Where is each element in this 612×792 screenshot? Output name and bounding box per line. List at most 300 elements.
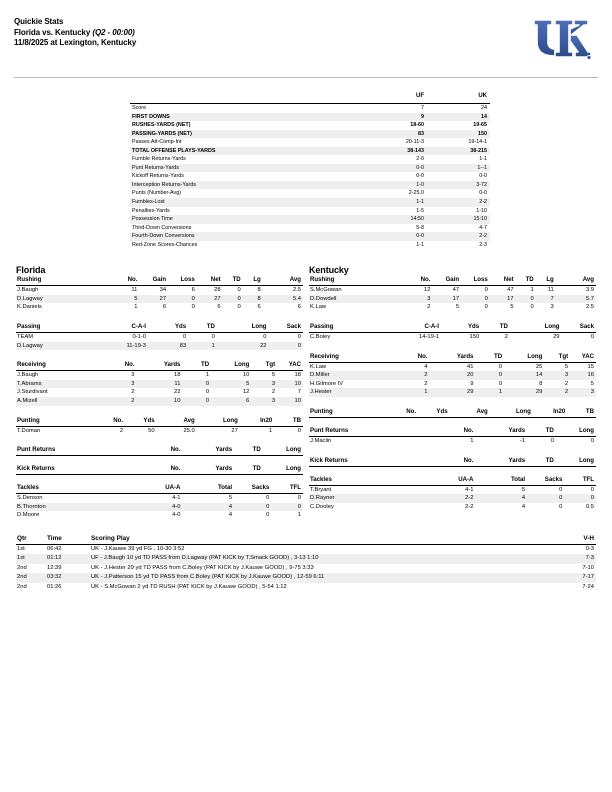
stat-value: 0 <box>564 494 596 503</box>
column-header: C-A-I <box>91 323 148 333</box>
column-header: YAC <box>570 353 596 363</box>
team-stat-uk-value: 2-2 <box>427 198 490 207</box>
scoring-play-description: UF - J.Baugh 10 yd TD PASS from D.Lagway (PAT KICK by T.Smack GOOD) , 3-13 1:10 <box>90 554 552 563</box>
scoring-play-description: UK - J.Kauwe 39 yd FG , 10-30 3:52 <box>91 546 185 553</box>
stat-value: 3 <box>102 380 136 389</box>
column-header: Net <box>490 276 516 286</box>
player-stat-row <box>309 333 596 342</box>
stat-value: 27 <box>231 427 238 434</box>
scoring-running-score: 7-17 <box>552 573 596 582</box>
scoring-time: 01:12 <box>46 554 90 563</box>
stat-value: 0-1-0 <box>132 334 146 341</box>
stat-value: 10 <box>277 380 303 389</box>
team-stat-uf-value: 5-8 <box>416 224 424 231</box>
column-header: UA-A <box>119 484 182 494</box>
stat-value: 0 <box>263 334 267 341</box>
section-title: Punting <box>16 417 91 427</box>
section-gap <box>16 475 303 484</box>
col-time: Time <box>46 534 90 545</box>
kick-returns-table <box>309 457 596 467</box>
team-stat-label: Interception Returns-Yards <box>130 181 364 190</box>
team-stat-uk-value: 0-0 <box>479 173 487 180</box>
column-header: Loss <box>461 276 490 286</box>
player-stat-row <box>16 303 303 312</box>
team-stat-uf-value: 83 <box>364 130 427 139</box>
stat-value: 16 <box>570 371 596 380</box>
column-header: Tgt <box>251 361 277 371</box>
stat-value: 11-19-3 <box>91 342 148 351</box>
stat-value: 25.0 <box>183 427 195 434</box>
section-gap <box>16 350 303 361</box>
team-stats-row <box>130 232 490 241</box>
column-header: Tgt <box>544 353 570 363</box>
team-stat-uk-value: 1-10 <box>476 207 487 214</box>
player-name: K.Daniels <box>17 304 42 311</box>
team-stat-label: Possession Time <box>130 215 364 224</box>
scoring-quarter: 2nd <box>17 564 27 571</box>
team-stat-label: PASSING-YARDS (NET) <box>130 130 364 139</box>
section-title: Punt Returns <box>16 446 137 456</box>
stat-value: 0 <box>461 295 490 304</box>
player-stats-columns <box>14 265 598 520</box>
section-title: Kick Returns <box>309 457 430 467</box>
team-stat-label: Fourth-Down Conversions <box>130 232 364 241</box>
passing-table <box>16 323 303 350</box>
kick-returns-header-row <box>16 465 303 475</box>
stat-value: 5.7 <box>556 295 596 304</box>
column-header: No. <box>114 276 140 286</box>
team-stat-label: RUSHES-YARDS (NET) <box>132 122 191 129</box>
team-stat-uf-value: 0-0 <box>416 173 424 180</box>
team-stat-uf-value: 1-1 <box>416 241 424 248</box>
stat-value: 10 <box>242 372 250 379</box>
column-header: Yds <box>125 417 157 427</box>
player-name: T.Abrams <box>16 380 102 389</box>
scoring-running-score: 7-24 <box>582 583 594 590</box>
column-header: No. <box>430 457 476 467</box>
team-stat-uk-value: 1--1 <box>427 164 490 173</box>
kick-returns-table <box>16 465 303 475</box>
team-stats-row <box>130 113 490 122</box>
section-gap <box>16 312 303 323</box>
stat-value: 0 <box>475 371 504 380</box>
header-text-block <box>14 17 136 49</box>
column-header: Yds <box>441 323 481 333</box>
player-name: B.Thornton <box>16 503 119 512</box>
player-stat-row <box>309 437 596 446</box>
team-stat-label: Kickoff Returns-Yards <box>132 173 184 180</box>
punting-header-row <box>309 408 596 418</box>
team-stats-table <box>130 92 490 249</box>
kick-returns-header-row <box>309 457 596 467</box>
player-name: K.Law <box>310 363 327 370</box>
player-name: D.Dowdell <box>309 295 407 304</box>
player-stat-row <box>16 494 303 503</box>
column-header: Yds <box>148 323 188 333</box>
team-stat-label: Red-Zone Scores-Chances <box>132 241 198 248</box>
stat-value: 6 <box>257 304 261 311</box>
column-header: Avg <box>263 276 303 286</box>
kentucky-team-name: Kentucky <box>309 265 349 276</box>
column-header: No. <box>137 446 183 456</box>
stat-value: 10 <box>137 397 183 406</box>
section-title: Tackles <box>309 476 412 486</box>
stat-value: 5 <box>510 304 514 311</box>
player-stat-row <box>309 485 596 494</box>
team-stat-label: Punt Returns-Yards <box>130 164 364 173</box>
column-header: TD <box>223 276 243 286</box>
player-stat-row <box>309 380 596 389</box>
column-header: No. <box>91 417 125 427</box>
stat-value: 8 <box>539 380 543 387</box>
stat-value: 3 <box>251 380 277 389</box>
player-name: K.Law <box>310 304 327 311</box>
team-stat-uk-value: 1-1 <box>479 156 487 163</box>
stat-value: -1 <box>519 438 526 445</box>
stat-value: 0 <box>211 334 215 341</box>
column-header: Long <box>504 353 544 363</box>
stat-value: 5 <box>114 295 140 304</box>
scoring-running-score: 0-3 <box>585 546 594 553</box>
team-stat-uf-value: 2-0 <box>416 156 424 163</box>
scoring-time: 01:26 <box>47 583 62 590</box>
tackles-header-row <box>16 484 303 494</box>
team-stats-row <box>130 155 490 164</box>
scoring-summary <box>16 534 596 592</box>
scoring-play-row <box>16 573 596 582</box>
stat-value: 0 <box>182 334 187 341</box>
stat-value: 18 <box>173 372 181 379</box>
column-header: UA-A <box>412 476 475 486</box>
team-stats-row <box>130 121 490 130</box>
stat-value: 27 <box>197 295 223 304</box>
stat-value: 1 <box>134 304 138 311</box>
stat-value: 2 <box>102 397 136 406</box>
stat-value: 22 <box>173 389 181 396</box>
team-stats-col-uf: UF <box>416 93 424 99</box>
matchup-period: (Q2 - 00:00) <box>92 27 135 37</box>
scoring-running-score: 7-10 <box>582 564 594 571</box>
column-header: Long <box>217 323 269 333</box>
punt-returns-table <box>309 427 596 446</box>
section-title: Receiving <box>309 353 395 363</box>
stat-value: 0 <box>237 287 241 294</box>
stat-value: 50 <box>148 427 155 434</box>
column-header: TD <box>516 276 536 286</box>
stat-value: 11 <box>547 287 554 294</box>
player-stat-row <box>16 342 303 351</box>
column-header: TB <box>567 408 596 418</box>
stat-value: 9 <box>470 380 474 387</box>
section-title: Punting <box>309 408 384 418</box>
section-title: Passing <box>309 323 384 333</box>
column-header: TD <box>188 323 217 333</box>
stat-value: 11 <box>137 380 183 389</box>
player-name: S.McGowan <box>310 287 342 294</box>
section-title: Kick Returns <box>16 465 137 475</box>
team-stat-uf-value: 1-1 <box>364 198 427 207</box>
team-stat-uf-value: 7 <box>421 105 424 111</box>
team-stat-uf-value: 1-5 <box>416 207 424 214</box>
stat-value: 34 <box>159 287 167 294</box>
punt-returns-header-row <box>16 446 303 456</box>
column-header: YAC <box>277 361 303 371</box>
stat-value: 1 <box>530 287 534 294</box>
scoring-quarter: 1st <box>16 554 46 563</box>
column-header: Avg <box>157 417 197 427</box>
date-location: 11/8/2025 at Lexington, Kentucky <box>14 38 137 47</box>
column-header: Long <box>490 408 533 418</box>
stat-value: 0 <box>223 295 243 304</box>
team-stat-label: Fumble Returns-Yards <box>132 156 186 163</box>
player-stat-row <box>16 380 303 389</box>
team-stat-uk-value: 38-215 <box>427 147 490 156</box>
team-stats-row <box>130 164 490 173</box>
stat-value: 4-0 <box>119 503 182 512</box>
team-stat-uf-value: 18-60 <box>410 122 424 129</box>
scoring-time: 12:39 <box>47 564 62 571</box>
stat-value: 17 <box>490 295 516 304</box>
team-stat-uk-value: 2-2 <box>427 232 490 241</box>
stat-value: 0 <box>530 304 534 311</box>
team-stat-uf-value: 38-143 <box>364 147 427 156</box>
stat-value: 2-2 <box>465 503 474 510</box>
column-header: No. <box>407 276 433 286</box>
stat-value: 14 <box>504 371 544 380</box>
section-gap <box>16 456 303 465</box>
stat-value: 0 <box>266 512 270 519</box>
passing-table <box>309 323 596 342</box>
stat-value: 29 <box>504 388 544 397</box>
column-header: Avg <box>556 276 596 286</box>
team-stats-row <box>130 189 490 198</box>
player-name: C.Dooley <box>310 503 334 510</box>
player-stat-row <box>16 295 303 304</box>
stat-value: 10 <box>277 397 303 406</box>
team-stat-uk-value: 15:10 <box>427 215 490 224</box>
scoring-quarter: 1st <box>17 546 25 553</box>
team-stat-label: TOTAL OFFENSE PLAYS-YARDS <box>130 147 364 156</box>
player-stat-row <box>16 388 303 397</box>
column-header: Long <box>556 457 596 467</box>
stat-value: 14-19-1 <box>419 334 439 341</box>
stat-value: 15 <box>587 363 594 370</box>
column-header: No. <box>102 361 136 371</box>
scoring-play-row <box>16 583 596 592</box>
player-stat-row <box>309 303 596 312</box>
team-stat-uf-value: 9 <box>364 113 427 122</box>
section-gap <box>309 397 596 408</box>
section-gap <box>309 467 596 476</box>
tackles-header-row <box>309 476 596 486</box>
stat-value: 5 <box>564 363 569 370</box>
team-stats-col-uk: UK <box>478 93 487 99</box>
receiving-table <box>16 361 303 405</box>
stat-value: 5.4 <box>263 295 303 304</box>
matchup-line <box>14 28 136 39</box>
stat-value: 5 <box>521 486 526 493</box>
scoring-header-row <box>16 534 596 545</box>
column-header: Long <box>263 446 303 456</box>
stat-value: 0 <box>168 295 197 304</box>
stat-value: 12 <box>242 389 250 396</box>
stat-value: 2 <box>427 304 431 311</box>
uk-logo-icon <box>530 15 592 63</box>
stat-value: 2 <box>544 388 570 397</box>
column-header: In20 <box>240 417 274 427</box>
receiving-header-row <box>16 361 303 371</box>
stat-value: 0.5 <box>585 503 594 510</box>
team-stat-uk-value: 14 <box>427 113 490 122</box>
punt-returns-header-row <box>309 427 596 437</box>
stat-value: 0 <box>269 342 303 351</box>
stat-value: 0 <box>234 503 271 512</box>
column-header: Yards <box>182 446 234 456</box>
stat-value: 1 <box>297 512 301 519</box>
stat-value: 6 <box>297 304 301 311</box>
stat-value: 3.9 <box>585 287 594 294</box>
column-header: Sacks <box>234 484 271 494</box>
player-stat-row <box>16 371 303 380</box>
stat-value: 4 <box>475 494 527 503</box>
stat-value: 0 <box>559 503 563 510</box>
stat-value: 0 <box>498 380 503 387</box>
team-stat-uk-value: 2-3 <box>479 241 487 248</box>
column-header: No. <box>384 408 418 418</box>
stat-value: 8 <box>257 287 261 294</box>
team-stat-uk-value: 0-0 <box>479 190 487 197</box>
column-header: Long <box>197 417 240 427</box>
team-stat-label: Score <box>132 105 147 111</box>
stat-value: 11 <box>131 287 138 294</box>
team-stat-uk-value: 3-72 <box>427 181 490 190</box>
team-stat-label: Fumbles-Lost <box>130 198 364 207</box>
team-stat-label: Penalties-Yards <box>132 207 170 214</box>
column-header: Long <box>556 427 596 437</box>
scoring-quarter: 2nd <box>16 573 46 582</box>
stat-value: 4-1 <box>172 495 181 502</box>
stat-value: 4-0 <box>172 512 181 519</box>
scoring-play-row <box>16 554 596 563</box>
receiving-header-row <box>309 353 596 363</box>
stat-value: 7 <box>297 389 301 396</box>
column-header: No. <box>137 465 183 475</box>
col-qtr: Qtr <box>16 534 46 545</box>
player-name: T.Bryant <box>310 486 332 493</box>
stat-value: 0 <box>297 495 301 502</box>
column-header: TFL <box>564 476 596 486</box>
stat-value: 2.5 <box>585 304 594 311</box>
player-name: D.Miller <box>309 371 395 380</box>
page-header <box>14 17 598 63</box>
page-title: Quickie Stats <box>14 17 64 26</box>
stat-value: 22 <box>217 342 269 351</box>
team-stats-row <box>130 172 490 181</box>
player-name: J.Baugh <box>17 287 39 294</box>
stat-value: 0 <box>484 287 488 294</box>
stat-value: 12 <box>423 287 431 294</box>
stat-value: 1 <box>188 342 217 351</box>
stat-value: 0 <box>297 427 301 434</box>
column-header: Gain <box>432 276 461 286</box>
column-header: Yards <box>475 427 527 437</box>
stat-value: 27 <box>139 295 168 304</box>
player-stat-row <box>309 286 596 295</box>
column-header: Sacks <box>527 476 564 486</box>
punting-table <box>309 408 596 418</box>
column-header: Lg <box>536 276 556 286</box>
stat-value: 41 <box>466 363 474 370</box>
player-name: D.Rayner <box>309 494 412 503</box>
stat-value: 3 <box>251 397 277 406</box>
column-header: Loss <box>168 276 197 286</box>
team-stat-uk-value: 24 <box>481 105 487 111</box>
team-stat-uk-value: 4-7 <box>479 224 487 231</box>
player-stat-row <box>16 333 303 342</box>
player-stat-row <box>16 511 303 520</box>
stat-value: 1 <box>395 388 429 397</box>
scoring-quarter: 2nd <box>17 583 27 590</box>
team-stat-uf-value: 0-0 <box>364 164 427 173</box>
player-name: J.Sturdivant <box>17 389 48 396</box>
column-header: Long <box>211 361 251 371</box>
stat-value: 0 <box>590 486 594 493</box>
stat-value: 18 <box>294 372 301 379</box>
kentucky-column <box>309 265 596 520</box>
team-stat-uk-value: 19-14-1 <box>468 139 487 146</box>
team-stat-uf-value: 0-0 <box>364 232 427 241</box>
stat-value: 83 <box>148 342 188 351</box>
column-header: Net <box>197 276 223 286</box>
scoring-time: 03:32 <box>46 573 90 582</box>
team-stat-label: Passes Att-Comp-Int <box>132 139 182 146</box>
stat-value: 0 <box>271 503 303 512</box>
team-stat-uk-value: 150 <box>427 130 490 139</box>
player-name: A.Mizell <box>16 397 102 406</box>
section-gap <box>309 446 596 457</box>
stat-value: 0 <box>516 295 536 304</box>
column-header: Yds <box>418 408 450 418</box>
team-stat-uf-value: 14:50 <box>364 215 427 224</box>
stat-value: 0 <box>205 389 210 396</box>
stat-value: 3 <box>544 371 570 380</box>
stat-value: 17 <box>432 295 461 304</box>
stat-value: 0 <box>266 495 270 502</box>
column-header: Long <box>263 465 303 475</box>
column-header: TFL <box>271 484 303 494</box>
stat-value: 3 <box>570 388 596 397</box>
column-header: Sack <box>269 323 303 333</box>
stat-value: 7 <box>536 295 556 304</box>
punt-returns-table <box>16 446 303 456</box>
stat-value: 2 <box>271 389 276 396</box>
stat-value: 25 <box>535 363 543 370</box>
column-header: TB <box>274 417 303 427</box>
stat-value: 4 <box>182 503 234 512</box>
column-header: Total <box>182 484 234 494</box>
player-name: D.Lagway <box>16 342 91 351</box>
player-stat-row <box>309 295 596 304</box>
col-visitor-home: V-H <box>552 534 596 545</box>
column-header: No. <box>430 427 476 437</box>
stat-value: 5 <box>211 380 251 389</box>
rushing-header-row <box>309 276 596 286</box>
stat-value: 20 <box>430 371 476 380</box>
column-header: Sack <box>562 323 596 333</box>
stat-value: 0 <box>590 334 594 341</box>
stat-value: 47 <box>452 287 460 294</box>
column-header: C-A-I <box>384 323 441 333</box>
